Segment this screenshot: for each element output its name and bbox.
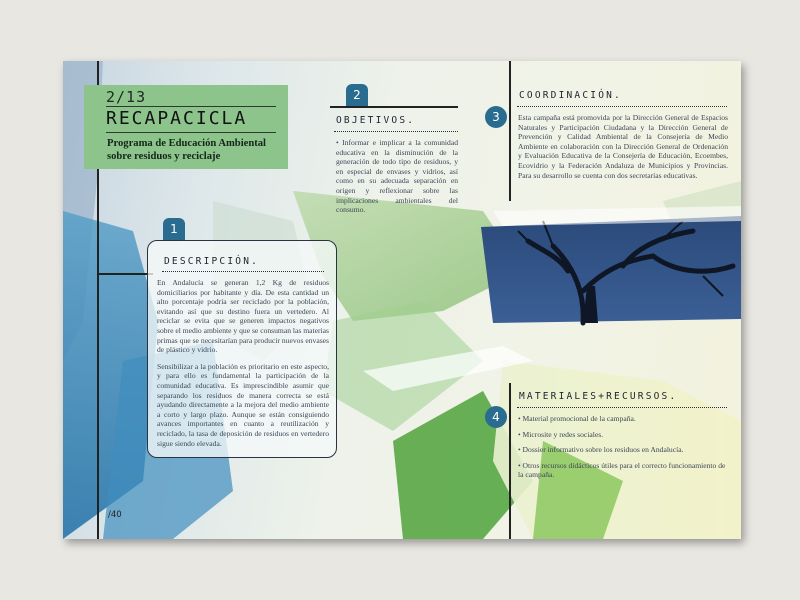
middle-vertical-rule <box>509 61 511 201</box>
section-number-1: 1 <box>163 218 185 240</box>
descripcion-panel <box>147 240 337 458</box>
coordinacion-heading: COORDINACIÓN. <box>519 90 622 101</box>
section-number-3: 3 <box>485 106 507 128</box>
page-title: RECAPACICLA <box>106 108 248 129</box>
materiales-list <box>518 414 728 486</box>
materiales-dotted-rule <box>517 407 727 408</box>
section-number-4: 4 <box>485 406 507 428</box>
descripcion-connector <box>97 273 153 275</box>
folio-number: /40 <box>108 510 122 520</box>
materiales-heading: MATERIALES+RECURSOS. <box>519 391 678 402</box>
title-rule-bottom <box>106 132 276 133</box>
descripcion-dotted-rule <box>162 271 324 272</box>
objetivos-heading: OBJETIVOS. <box>336 115 416 126</box>
descripcion-paragraph-2: Sensibilizar a la población es prioritario en este aspecto, y para ello es fundamental la participación de la comunidad educativa. Es imprescindible asumir que separando los residuos de manera correcta se está ayudando directamente a la mejora del medio ambiente a corto y largo plazo. Aunque se están consiguiendo avances importantes en cuanto a reutilización y reciclado, la tasa de deposición de residuos en vertedero sigue siendo elevada. <box>157 361 329 448</box>
coordinacion-dotted-rule <box>517 106 727 107</box>
section-number-2: 2 <box>346 84 368 106</box>
materiales-item: • Material promocional de la campaña. <box>518 414 636 423</box>
materiales-item: • Otros recursos didácticos útiles para el correcto funcionamiento de la campaña. <box>518 460 726 480</box>
page-number: 2/13 <box>106 88 147 106</box>
objetivos-rule <box>330 106 458 108</box>
materiales-item: • Microsite y redes sociales. <box>518 429 604 439</box>
objetivos-text: • Informar e implicar a la comunidad educativa en la disminución de la generación de todo tipo de residuos, y en especial de envases y vidrios, así como en su adecuada separación en origen y reflexionar sobre las implicaciones ambientales del consumo. <box>336 138 458 215</box>
materiales-item: • Dossier informativo sobre los residuos en Andalucía. <box>518 445 684 455</box>
lower-vertical-rule <box>509 383 511 539</box>
objetivos-dotted-rule <box>334 131 458 132</box>
descripcion-heading: DESCRIPCIÓN. <box>164 256 260 267</box>
page-subtitle: Programa de Educación Ambiental sobre residuos y reciclaje <box>107 138 267 162</box>
coordinacion-text: Esta campaña está promovida por la Dirección General de Espacios Naturales y Participación Ciudadana y la Dirección General de Prevención y Calidad Ambiental de la Consejería de Medio Ambiente en colaboración con la Dirección General de Ordenación y Evaluación Educativa de la Consejería de Educación, Ecoembes, Ecovidrio y la Federación Andaluza de Municipios y Provincias. Para su desarrollo se cuenta con dos secretarías educativas. <box>518 113 728 180</box>
title-rule-top <box>106 106 276 107</box>
descripcion-paragraph-1: En Andalucía se generan 1,2 Kg de residuos domiciliarios por habitante y día. De esta cantidad un alto porcentaje podría ser reciclado por la población, evitando así que su destino fuera un vertedero. Al reciclar se evita que se generen impactos negativos sobre el medio ambiente y que se consuman las materias primas que se necesitarían para producir nuevos envases de plástico y vidrio. <box>157 278 329 355</box>
